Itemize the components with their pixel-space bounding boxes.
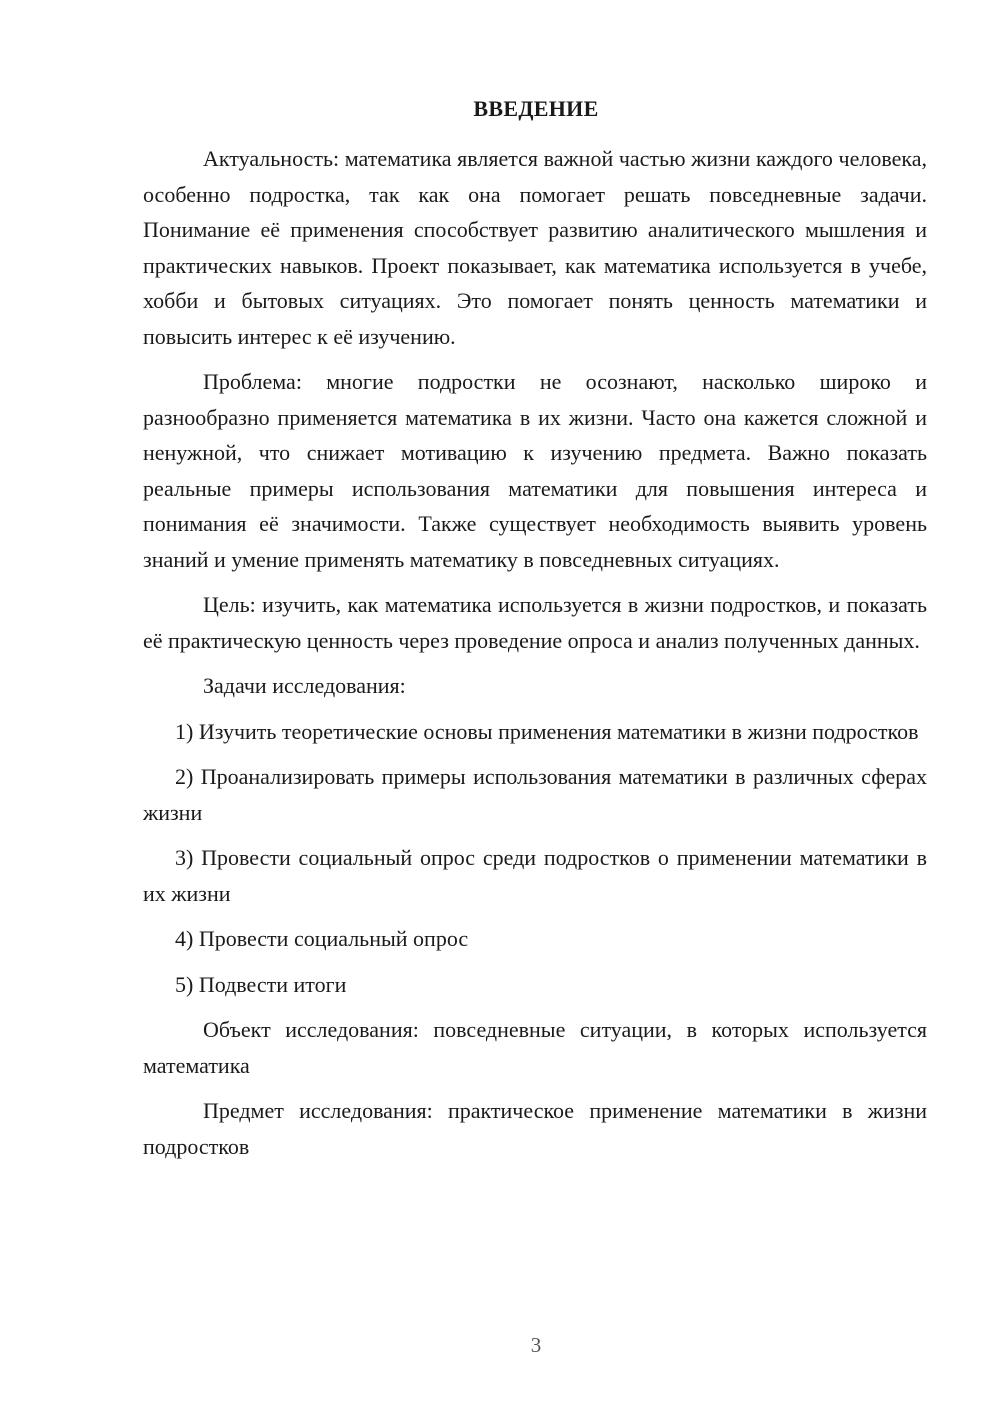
- problem-paragraph: Проблема: многие подростки не осознают, насколько широко и разнообразно применяется математика в их жизни. Часто она кажется сложной и ненужной, что снижает мотивацию к изучению предмета. Важно показать реальные примеры использования математики для повышения интереса и понимания её значимости. Также существует необходимость выявить уровень знаний и умение применять математику в повседневных ситуациях.: [143, 369, 927, 572]
- goal-paragraph: Цель: изучить, как математика используется в жизни подростков, и показать её практическую ценность через проведение опроса и анализ полученных данных.: [143, 592, 927, 653]
- task-item: 3) Провести социальный опрос среди подростков о применении математики в их жизни: [143, 845, 927, 906]
- task-item: 2) Проанализировать примеры использования математики в различных сферах жизни: [143, 764, 927, 825]
- document-body: [143, 141, 927, 1164]
- task-item: 1) Изучить теоретические основы применения математики в жизни подростков: [175, 718, 919, 744]
- relevance-paragraph: Актуальность: математика является важной частью жизни каждого человека, особенно подростка, так как она помогает решать повседневные задачи. Понимание её применения способствует развитию аналитического мышления и практических навыков. Проект показывает, как математика используется в учебе, хобби и бытовых ситуациях. Это помогает понять ценность математики и повысить интерес к её изучению.: [143, 146, 927, 349]
- page-title: ВВЕДЕНИЕ: [473, 96, 599, 121]
- task-item: 5) Подвести итоги: [175, 971, 347, 997]
- research-object-paragraph: Объект исследования: повседневные ситуации, в которых используется математика: [143, 1017, 927, 1078]
- page-number: 3: [530, 1333, 542, 1357]
- task-item: 4) Провести социальный опрос: [175, 926, 469, 951]
- research-subject-paragraph: Предмет исследования: практическое применение математики в жизни подростков: [143, 1098, 927, 1159]
- tasks-heading: Задачи исследования:: [203, 673, 406, 698]
